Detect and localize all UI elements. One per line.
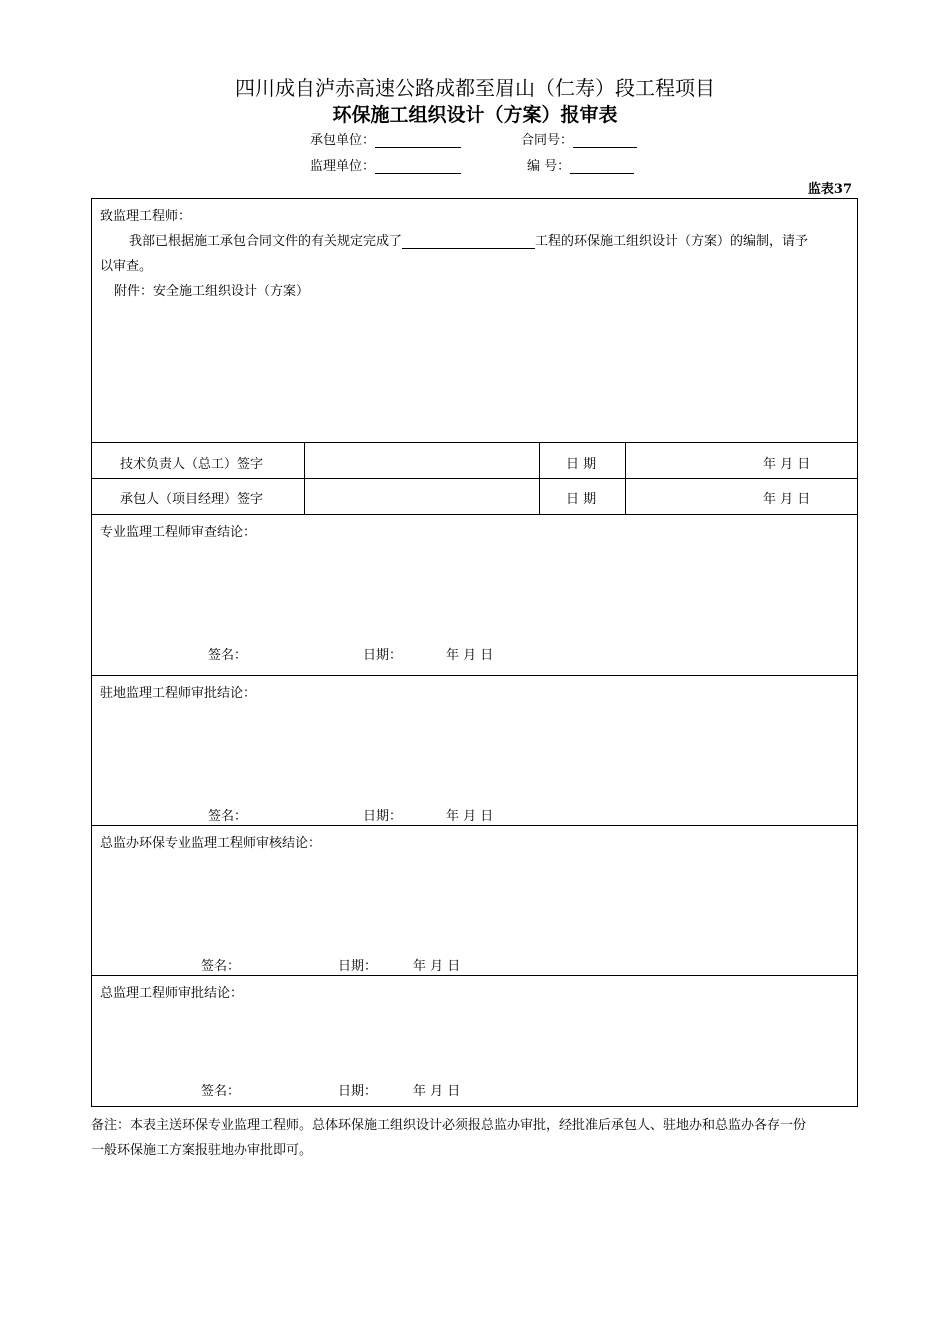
chief-review-title: 总监理工程师审批结论：: [100, 986, 244, 1001]
footer-note-line-1: 备注：本表主送环保专业监理工程师。总体环保施工组织设计必须报总监办审批，经批准后承包人、驻地办和总监办各存一份: [91, 1118, 807, 1133]
chief-sign-label: 签名：: [201, 1084, 241, 1099]
row-divider: [91, 975, 858, 976]
row-divider: [91, 675, 858, 676]
env-chief-date-label: 日期：: [338, 959, 378, 974]
resident-sign-label: 签名：: [208, 809, 248, 824]
contractor-blank[interactable]: [375, 134, 461, 148]
supervisor-blank[interactable]: [375, 160, 461, 174]
body-suffix: 工程的环保施工组织设计（方案）的编制，请予: [535, 234, 809, 249]
tech-lead-sign-label: 技术负责人（总工）签字: [120, 457, 264, 472]
specialist-date-value[interactable]: 年 月 日: [446, 648, 494, 663]
supervisor-label: 监理单位：: [310, 159, 376, 174]
env-chief-sign-label: 签名：: [201, 959, 241, 974]
row-divider: [91, 514, 858, 515]
contractor-field: [310, 129, 461, 148]
resident-review-title: 驻地监理工程师审批结论：: [100, 686, 257, 701]
env-chief-date-value[interactable]: 年 月 日: [413, 959, 461, 974]
addressee: 致监理工程师：: [100, 209, 192, 224]
contract-no-field: [521, 129, 637, 148]
resident-date-value[interactable]: 年 月 日: [446, 809, 494, 824]
body-prefix: 我部已根据施工承包合同文件的有关规定完成了: [129, 234, 403, 249]
serial-no-field: [527, 155, 634, 174]
attachment-line: 附件：安全施工组织设计（方案）: [114, 284, 310, 299]
column-divider: [539, 442, 540, 514]
pm-signature-cell[interactable]: [305, 479, 538, 514]
tech-lead-signature-cell[interactable]: [305, 443, 538, 478]
specialist-date-label: 日期：: [363, 648, 403, 663]
pm-sign-label: 承包人（项目经理）签字: [120, 492, 264, 507]
serial-no-label: 编 号：: [527, 159, 571, 174]
tech-lead-date-label: 日 期: [566, 457, 597, 472]
specialist-review-title: 专业监理工程师审查结论：: [100, 525, 257, 540]
pm-date-label: 日 期: [566, 492, 597, 507]
specialist-sign-label: 签名：: [208, 648, 248, 663]
chief-date-value[interactable]: 年 月 日: [413, 1084, 461, 1099]
serial-no-blank[interactable]: [570, 160, 634, 174]
chief-date-label: 日期：: [338, 1084, 378, 1099]
footer-note-line-2: 一般环保施工方案报驻地办审批即可。: [91, 1143, 313, 1158]
contract-no-blank[interactable]: [573, 134, 637, 148]
env-chief-review-title: 总监办环保专业监理工程师审核结论：: [100, 836, 322, 851]
column-divider: [625, 442, 626, 514]
row-divider: [91, 825, 858, 826]
body-line-2: 以审查。: [100, 259, 153, 274]
pm-date-value[interactable]: 年 月 日: [763, 492, 811, 507]
contractor-label: 承包单位：: [310, 133, 376, 148]
project-title: 四川成自泸赤高速公路成都至眉山（仁寿）段工程项目: [235, 76, 715, 100]
tech-lead-date-value[interactable]: 年 月 日: [763, 457, 811, 472]
form-title: 环保施工组织设计（方案）报审表: [332, 104, 618, 126]
submission-body: [129, 230, 808, 249]
resident-date-label: 日期：: [363, 809, 403, 824]
project-name-blank[interactable]: [402, 235, 535, 249]
contract-no-label: 合同号：: [521, 133, 574, 148]
form-number: 监表37: [807, 182, 852, 197]
supervisor-field: [310, 155, 461, 174]
